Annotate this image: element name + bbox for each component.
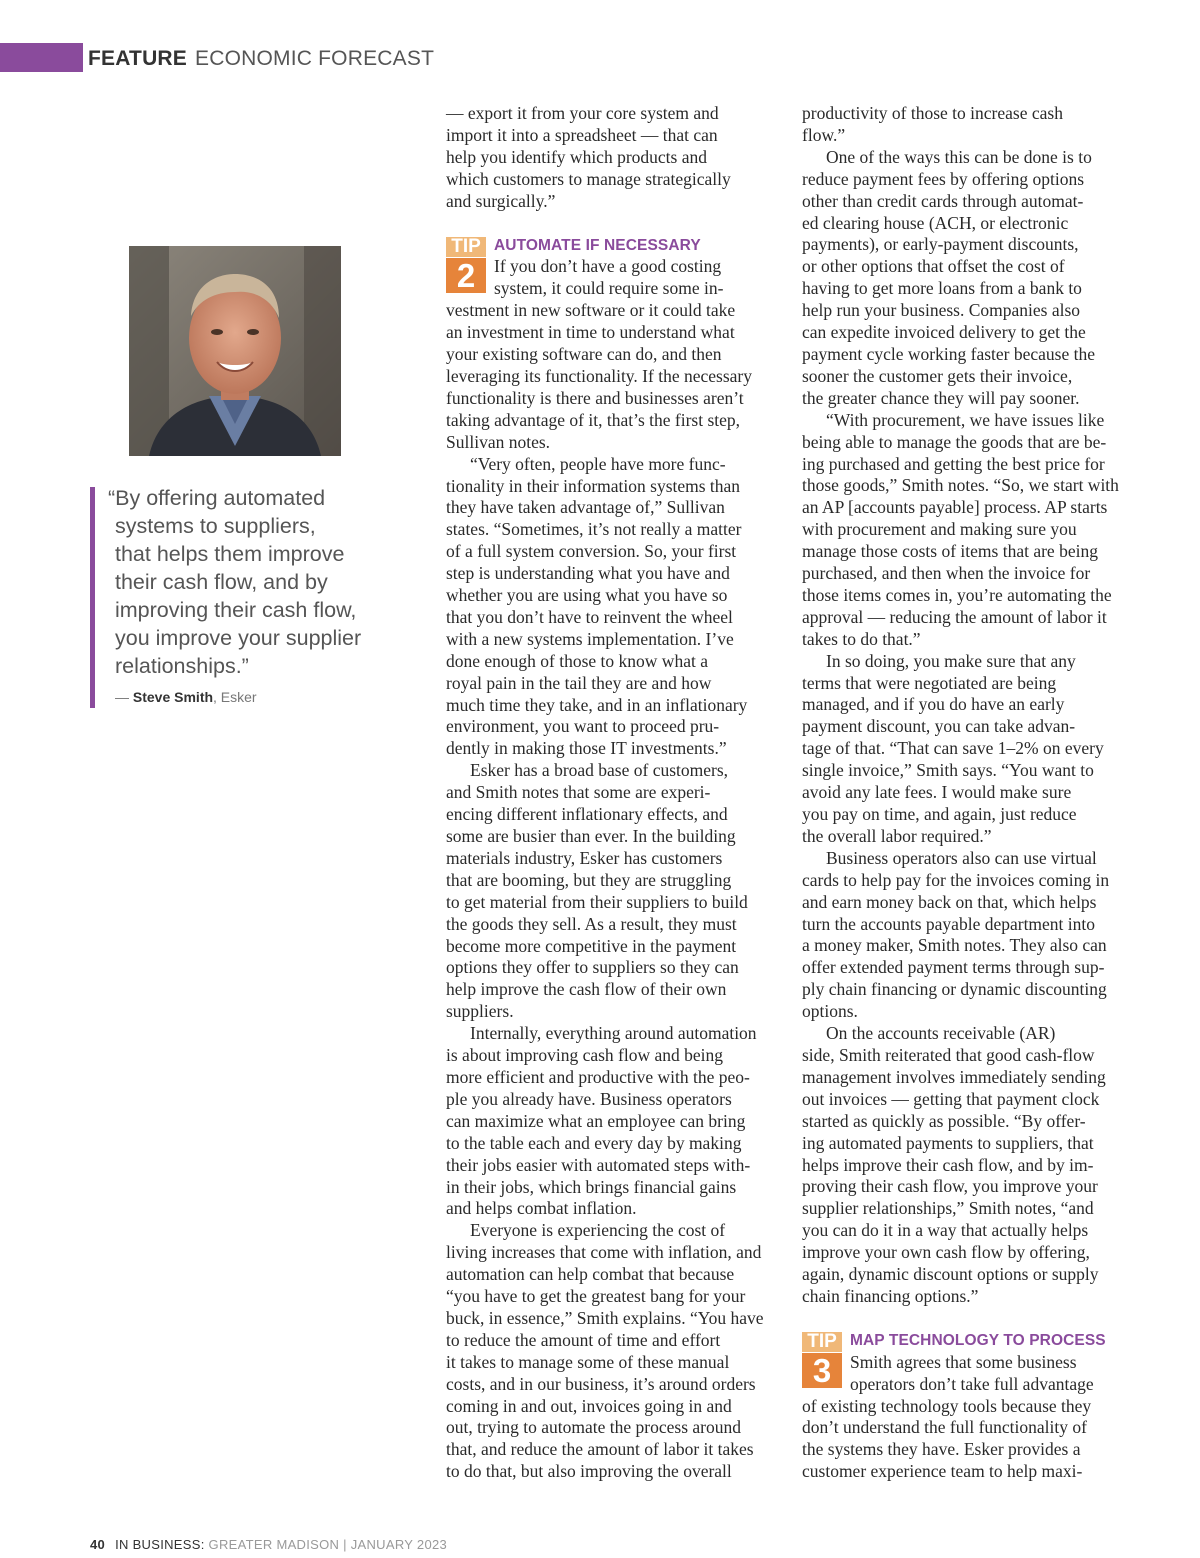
paragraph <box>802 1396 1132 1484</box>
text-line: tage of that. “That can save 1–2% on every <box>802 738 1104 759</box>
text-line: step is understanding what you have and <box>446 563 730 584</box>
text-line: living increases that come with inflation, and <box>446 1242 762 1263</box>
text-line: that are booming, but they are struggling <box>446 869 732 890</box>
text-line: In so doing, you make sure that any <box>826 650 1076 671</box>
text-line: your existing software can do, and then <box>446 344 722 365</box>
text-line: terms that were negotiated are being <box>802 672 1057 693</box>
text-line: an AP [accounts payable] process. AP starts <box>802 497 1108 518</box>
text-line: takes to do that.” <box>802 628 921 649</box>
text-line: productivity of those to increase cash <box>802 103 1063 123</box>
page-footer <box>90 1537 447 1552</box>
text-line: done enough of those to know what a <box>446 650 708 671</box>
tip-label: TIP <box>446 237 486 257</box>
headshot-illustration <box>129 246 341 456</box>
section-label: FEATURE <box>88 47 188 70</box>
text-line: “Very often, people have more func- <box>470 453 726 474</box>
text-line: supplier relationships,” Smith notes, “and <box>802 1198 1094 1219</box>
text-line: offer extended payment terms through sup- <box>802 957 1105 978</box>
section-header <box>88 45 434 73</box>
text-line: If you don’t have a good costing <box>494 256 722 277</box>
text-line: avoid any late fees. I would make sure <box>802 782 1072 803</box>
attribution-company: , Esker <box>213 689 257 705</box>
text-line: a money maker, Smith notes. They also can <box>802 935 1107 956</box>
text-line: Esker has a broad base of customers, <box>470 760 729 781</box>
text-line: much time they take, and in an inflationary <box>446 694 748 715</box>
edition-label: GREATER MADISON | JANUARY 2023 <box>204 1537 448 1552</box>
text-line: the goods they sell. As a result, they must <box>446 913 737 934</box>
text-line: single invoice,” Smith says. “You want to <box>802 760 1094 781</box>
pull-quote-line: improving their cash flow, <box>115 598 357 622</box>
text-line: it takes to manage some of these manual <box>446 1351 730 1372</box>
text-line: helps improve their cash flow, and by im- <box>802 1154 1094 1175</box>
text-line: sooner the customer gets their invoice, <box>802 365 1073 386</box>
text-line: customer experience team to help maxi- <box>802 1461 1083 1482</box>
text-line: that you don’t have to reinvent the wheel <box>446 606 733 627</box>
publication-name: IN BUSINESS: <box>115 1537 205 1552</box>
paragraph <box>446 1220 776 1483</box>
text-line: “With procurement, we have issues like <box>826 409 1105 430</box>
text-line: reduce payment fees by offering options <box>802 168 1085 189</box>
text-line: manage those costs of items that are being <box>802 541 1098 562</box>
text-line: taking advantage of it, that’s the first step, <box>446 409 741 430</box>
tip-3-badge <box>802 1332 842 1388</box>
text-line: or other options that offset the cost of <box>802 256 1065 277</box>
text-line: ed clearing house (ACH, or electronic <box>802 212 1069 233</box>
text-line: ply chain financing or dynamic discounting <box>802 979 1107 1000</box>
text-line: “you have to get the greatest bang for your <box>446 1286 746 1307</box>
pull-quote-line: that helps them improve <box>115 542 345 566</box>
paragraph <box>446 454 776 761</box>
text-line: to get material from their suppliers to build <box>446 891 748 912</box>
text-line: Sullivan notes. <box>446 431 551 452</box>
pull-quote-bar <box>90 487 95 708</box>
pull-quote <box>108 484 398 680</box>
text-line: to reduce the amount of time and effort <box>446 1329 721 1350</box>
tip-2-heading: AUTOMATE IF NECESSARY <box>494 236 701 254</box>
text-line: to do that, but also improving the overall <box>446 1461 732 1482</box>
text-line: and Smith notes that some are experi- <box>446 782 711 803</box>
text-line: and surgically.” <box>446 190 556 211</box>
pull-quote-line: “By offering automated <box>108 486 326 510</box>
text-line: Business operators also can use virtual <box>826 847 1097 868</box>
pull-quote-line: relationships.” <box>115 654 249 678</box>
text-line: which customers to manage strategically <box>446 168 731 189</box>
article-column-1 <box>446 103 776 1483</box>
text-line: buck, in essence,” Smith explains. “You have <box>446 1307 764 1328</box>
text-line: started as quickly as possible. “By offer- <box>802 1110 1086 1131</box>
text-line: states. “Sometimes, it’s not really a matter <box>446 519 742 540</box>
text-line: more efficient and productive with the peo- <box>446 1066 750 1087</box>
text-line: coming in and out, invoices going in and <box>446 1395 732 1416</box>
text-line: that, and reduce the amount of labor it takes <box>446 1439 754 1460</box>
paragraph <box>802 147 1132 410</box>
tip-number: 3 <box>802 1353 842 1388</box>
text-line: system, it could require some in- <box>494 278 724 299</box>
article-column-2 <box>802 103 1132 1483</box>
text-line: those goods,” Smith notes. “So, we start with <box>802 475 1119 496</box>
paragraph <box>446 103 776 213</box>
text-line: functionality is there and businesses aren’t <box>446 387 744 408</box>
text-line: again, dynamic discount options or supply <box>802 1264 1099 1285</box>
text-line: — export it from your core system and <box>446 103 719 123</box>
text-line: dently in making those IT investments.” <box>446 738 727 759</box>
text-line: the systems they have. Esker provides a <box>802 1439 1081 1460</box>
text-line: suppliers. <box>446 1001 514 1022</box>
text-line: Internally, everything around automation <box>470 1023 757 1044</box>
tip-number: 2 <box>446 258 486 293</box>
text-line: they have taken advantage of,” Sullivan <box>446 497 725 518</box>
text-line: cards to help pay for the invoices coming in <box>802 869 1110 890</box>
text-line: ing automated payments to suppliers, that <box>802 1132 1094 1153</box>
text-line: chain financing options.” <box>802 1285 979 1306</box>
text-line: payment discount, you can take advan- <box>802 716 1076 737</box>
text-line: turn the accounts payable department into <box>802 913 1096 934</box>
tip-2-block <box>446 235 776 301</box>
text-line: royal pain in the tail they are and how <box>446 672 712 693</box>
text-line: improve your own cash flow by offering, <box>802 1242 1090 1263</box>
text-line: side, Smith reiterated that good cash-flow <box>802 1044 1095 1065</box>
text-line: purchased, and then when the invoice for <box>802 563 1091 584</box>
header-accent-bar <box>0 43 83 72</box>
paragraph <box>802 103 1132 147</box>
pull-quote-line: you improve your supplier <box>115 626 362 650</box>
text-line: and earn money back on that, which helps <box>802 891 1097 912</box>
text-line: options they offer to suppliers so they can <box>446 957 739 978</box>
text-line: with a new systems implementation. I’ve <box>446 628 734 649</box>
text-line: of a full system conversion. So, your first <box>446 541 737 562</box>
text-line: costs, and in our business, it’s around orders <box>446 1373 756 1394</box>
text-line: environment, you want to proceed pru- <box>446 716 720 737</box>
text-line: approval — reducing the amount of labor it <box>802 606 1107 627</box>
text-line: become more competitive in the payment <box>446 935 737 956</box>
text-line: proving their cash flow, you improve your <box>802 1176 1098 1197</box>
text-line: to the table each and every day by making <box>446 1132 742 1153</box>
text-line: Everyone is experiencing the cost of <box>470 1220 726 1241</box>
attribution-name: Steve Smith <box>132 689 214 705</box>
text-line: is about improving cash flow and being <box>446 1045 724 1066</box>
text-line: don’t understand the full functionality of <box>802 1417 1087 1438</box>
text-line: ple you already have. Business operators <box>446 1088 732 1109</box>
tip-2-badge <box>446 237 486 293</box>
text-line: encing different inflationary effects, and <box>446 804 728 825</box>
tip-3-block <box>802 1330 1132 1396</box>
text-line: management involves immediately sending <box>802 1066 1106 1087</box>
text-line: other than credit cards through automat- <box>802 190 1084 211</box>
text-line: an investment in time to understand what <box>446 322 735 343</box>
text-line: import it into a spreadsheet — that can <box>446 124 718 145</box>
tip-3-heading: MAP TECHNOLOGY TO PROCESS <box>850 1331 1106 1349</box>
tip-label: TIP <box>802 1332 842 1352</box>
text-line: in their jobs, which brings financial gains <box>446 1176 737 1197</box>
text-line: of existing technology tools because they <box>802 1395 1092 1416</box>
text-line: payment cycle working faster because the <box>802 343 1095 364</box>
text-line: managed, and if you do have an early <box>802 694 1065 715</box>
text-line: can maximize what an employee can bring <box>446 1110 746 1131</box>
text-line: you can do it in a way that actually helps <box>802 1220 1089 1241</box>
text-line: vestment in new software or it could take <box>446 300 736 321</box>
pull-quote-attribution <box>115 689 257 705</box>
text-line: automation can help combat that because <box>446 1264 735 1285</box>
text-line: materials industry, Esker has customers <box>446 847 723 868</box>
text-line: their jobs easier with automated steps with- <box>446 1154 751 1175</box>
text-line: whether you are using what you have so <box>446 585 728 606</box>
text-line: the greater chance they will pay sooner. <box>802 387 1080 408</box>
text-line: On the accounts receivable (AR) <box>826 1023 1056 1044</box>
text-line: out, trying to automate the process around <box>446 1417 741 1438</box>
text-line: operators don’t take full advantage <box>850 1373 1094 1394</box>
headshot-photo <box>129 246 341 456</box>
text-line: you pay on time, and again, just reduce <box>802 804 1077 824</box>
text-line: One of the ways this can be done is to <box>826 146 1092 167</box>
text-line: can expedite invoiced delivery to get the <box>802 322 1086 343</box>
text-line: with procurement and making sure you <box>802 519 1077 540</box>
pull-quote-line: their cash flow, and by <box>115 570 328 594</box>
text-line: being able to manage the goods that are be- <box>802 431 1107 452</box>
text-line: having to get more loans from a bank to <box>802 278 1082 299</box>
text-line: ing purchased and getting the best price for <box>802 453 1105 474</box>
text-line: tionality in their information systems than <box>446 475 741 496</box>
text-line: out invoices — getting that payment clock <box>802 1088 1100 1109</box>
text-line: Smith agrees that some business <box>850 1351 1077 1372</box>
pull-quote-line: systems to suppliers, <box>115 514 316 538</box>
text-line: options. <box>802 1001 858 1022</box>
topic-label: ECONOMIC FORECAST <box>195 47 435 70</box>
text-line: help run your business. Companies also <box>802 300 1081 321</box>
paragraph <box>802 1023 1132 1308</box>
paragraph <box>446 760 776 1023</box>
page-number: 40 <box>90 1537 106 1552</box>
text-line: and helps combat inflation. <box>446 1198 637 1219</box>
paragraph <box>446 300 776 453</box>
text-line: help improve the cash flow of their own <box>446 979 727 1000</box>
paragraph <box>802 410 1132 651</box>
text-line: leveraging its functionality. If the necessary <box>446 365 752 386</box>
attribution-dash: — <box>115 689 133 705</box>
text-line: payments), or early-payment discounts, <box>802 234 1079 255</box>
paragraph <box>802 651 1132 848</box>
text-line: the overall labor required.” <box>802 825 992 846</box>
text-line: some are busier than ever. In the building <box>446 826 736 846</box>
text-line: help you identify which products and <box>446 146 707 167</box>
text-line: those items comes in, you’re automating the <box>802 584 1112 605</box>
paragraph <box>802 848 1132 1023</box>
paragraph <box>446 1023 776 1220</box>
text-line: flow.” <box>802 124 846 145</box>
